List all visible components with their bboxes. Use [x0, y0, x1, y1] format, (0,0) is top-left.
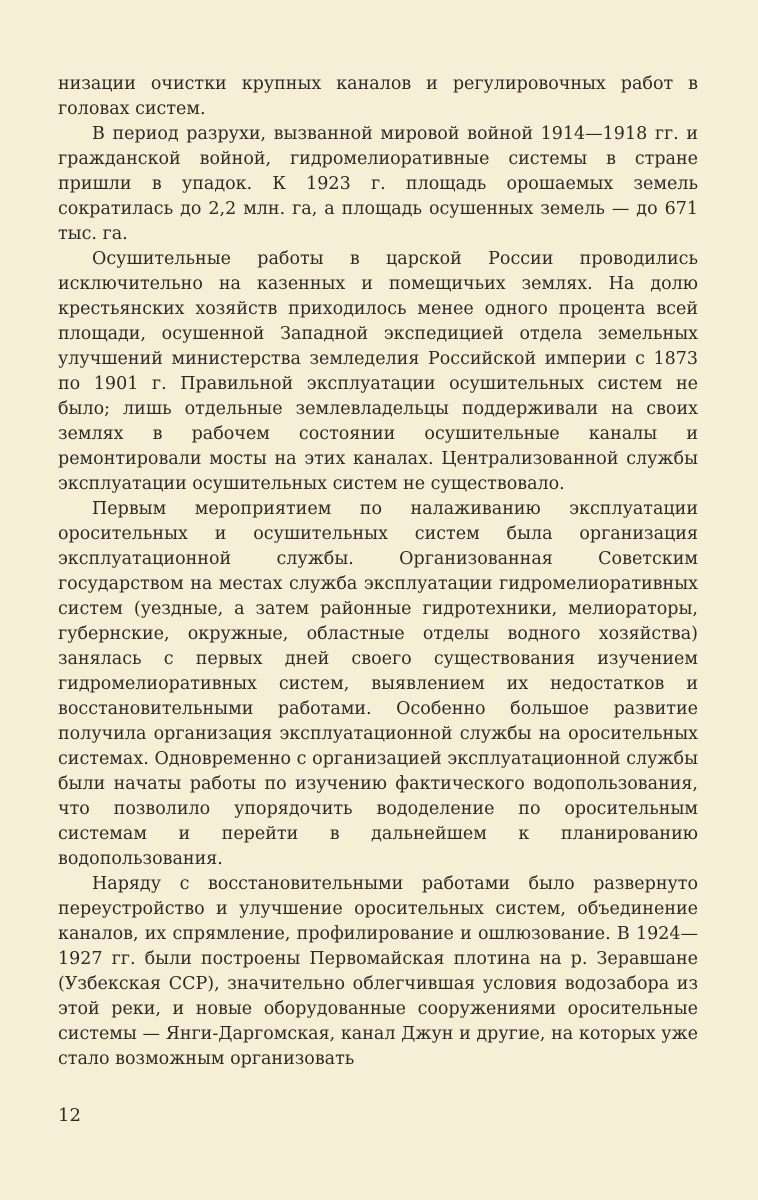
paragraph-reconstruction: Наряду с восстановительными работами было развернуто переустройство и улучшение оросительных систем, объединение каналов, их спрямление, профилирование и ошлюзование. В 1924—1927 гг. были построены Первомайская плотина на р. Зеравшане (Узбекская ССР), значительно облегчившая условия водозабора из этой реки, и новые оборудованные сооружениями оросительные системы — Янги-Даргомская, канал Джун и другие, на которых уже стало возможным организовать: [58, 874, 698, 1069]
paragraph-drainage-tsarist: Осушительные работы в царской России проводились исключительно на казенных и помещичьих землях. На долю крестьянских хозяйств приходилось менее одного процента всей площади, осушенной Западной экспедицией отдела земельных улучшений министерства земледелия Российской империи с 1873 по 1901 г. Правильной эксплуатации осушительных систем не было; лишь отдельные землевладельцы поддерживали на своих землях в рабочем состоянии осушительные каналы и ремонтировали мосты на этих каналах. Централизованной службы эксплуатации осушительных систем не существовало.: [58, 249, 698, 494]
paragraph-ruin-period: В период разрухи, вызванной мировой войной 1914—1918 гг. и гражданской войной, гидромелиоративные системы в стране пришли в упадок. К 1923 г. площадь орошаемых земель сократилась до 2,2 млн. га, а площадь осушенных земель — до 671 тыс. га.: [58, 124, 698, 244]
body-text: [58, 72, 698, 1072]
page-number: 12: [58, 1105, 81, 1126]
paragraph-continuation: низации очистки крупных каналов и регулировочных работ в головах систем.: [58, 74, 698, 119]
paragraph-exploitation-service: Первым мероприятием по налаживанию эксплуатации оросительных и осушительных систем была организация эксплуатационной службы. Организованная Советским государством на местах служба эксплуатации гидромелиоративных систем (уездные, а затем районные гидротехники, мелиораторы, губернские, окружные, областные отделы водного хозяйства) занялась с первых дней своего существования изучением гидромелиоративных систем, выявлением их недостатков и восстановительными работами. Особенно большое развитие получила организация эксплуатационной службы на оросительных системах. Одновременно с организацией эксплуатационной службы были начаты работы по изучению фактического водопользования, что позволило упорядочить вододеление по оросительным системам и перейти в дальнейшем к планированию водопользования.: [58, 499, 698, 869]
